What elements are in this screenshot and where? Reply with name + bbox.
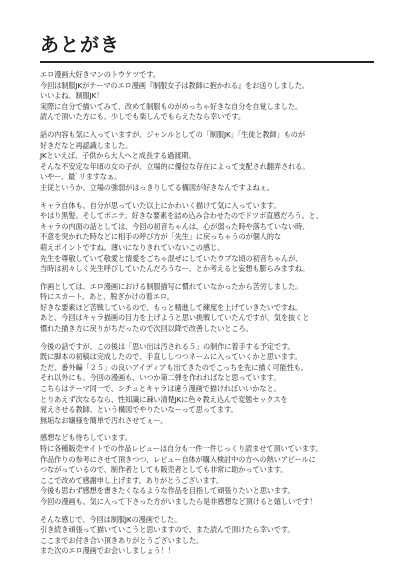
text-line: 特にスカート。あと、脱ぎかけの着エロ。 — [40, 292, 174, 302]
text-line: 既に脚本の初稿は完成したので、手直ししつつネームに入っていくかと思います。 — [40, 352, 302, 362]
text-line: あと、今回はキャラ描画の目力を上げようと思い挑戦していたんですが、気を抜くと — [40, 313, 310, 323]
text-line: 覚えさせる教師、という構図でやりたいなーって思ってます。 — [40, 405, 238, 415]
text-line: そんな感じで、今回は制服JKの漫画でした。 — [40, 514, 182, 524]
text-line: 今回は制服JKがテーマのエロ漫画『制服女子は教師に抱かれる』をお送りしました。 — [40, 80, 309, 90]
text-line: 実際に自分で描いてみて、改めて制服ものがめっちゃ好きな自分を自覚しました。 — [40, 101, 303, 111]
paragraph — [40, 70, 380, 123]
text-line: 今後も思わず感想を書きたくなるような作品を目指して頑張りたいと思います。 — [40, 486, 295, 496]
text-line: 今回の漫画も、気に入って下さった方がいましたら是非感想など頂けると嬉しいです！ — [40, 496, 317, 506]
text-line: 主従というか、立場の強弱がはっきりしてる構図が好きなんですよねぇ。 — [40, 182, 274, 192]
text-line: また次のエロ漫画でお会いしましょう！！ — [40, 546, 175, 556]
paragraph — [40, 201, 380, 275]
paragraph — [40, 130, 380, 194]
text-line: エロ漫画大好きマンのトウケツです。 — [40, 70, 160, 79]
text-line: 好きな要素ほど苦戦しているので、もっと精進して練度を上げていきたいですね。 — [40, 302, 303, 312]
text-line: 今後の話ですが、この後は「思い出は汚される５」の制作に着手する予定です。 — [40, 341, 295, 351]
text-line: 不意を突かれた時などに相手の呼び方が「先生」に戻っちゃうのが個人的な — [40, 232, 281, 242]
paragraph — [40, 282, 380, 335]
text-line: 特に各種販売サイトでの作品レビューは自分も一件一件じっくり読ませて頂いています。 — [40, 444, 323, 453]
afterword-body — [40, 70, 380, 564]
text-line: いやー、最ﾞリますなぁ。 — [40, 172, 122, 182]
text-line: 先生を尊敬していて敬愛と情愛をごちゃ混ぜにしていたウブな頃の初音ちゃんが、 — [40, 253, 303, 263]
text-line: 作品作りの参考にさせて頂きつつ、レビュー自体が購入検討中の方への熱いアピールに — [40, 454, 316, 464]
text-line: 作画としては、エロ漫画における制服描写に慣れていなかったから苦労しました。 — [40, 281, 303, 291]
text-line: それ以外にも、今回の漫画も、いつか第二弾を作れればなと思っています。 — [40, 373, 281, 383]
text-line: 話の内容も気に入っていますが、ジャンルとしての「制服JK」「生徒と教師」ものが — [40, 129, 305, 139]
text-line: 当時は初々しく先生呼びしていたんだろうなー、とか考えると妄想も膨らみますね。 — [40, 264, 310, 274]
heading-divider — [40, 61, 374, 63]
text-line: とりあえず次なるなら、性知識に疎い清楚JKに色々教え込んで変態セックスを — [40, 394, 288, 404]
text-line: JKといえば、子供から大人へと成長する過渡期。 — [40, 151, 196, 161]
paragraph — [40, 342, 380, 427]
text-line: キャラの内面の話としては、今回の初音ちゃんは、心が弱った時や落ちていない時、 — [40, 221, 310, 231]
text-line: 引き続き頑張って描いていこうと思いますので、また読んで頂けたら幸いです。 — [40, 525, 295, 535]
text-line: 感想なども待ちしています。 — [40, 433, 132, 443]
text-line: 萌えポイントですね。薄いになりきれていないこの感じ。 — [40, 242, 225, 252]
text-line: 読んで頂いた方にも、少しでも楽しんでもらえたなら幸いです。 — [40, 112, 245, 122]
paragraph — [40, 433, 380, 507]
text-line: こちらはテーマ同一で、シチュとキャラは違う漫画で描ければいいかなと。 — [40, 384, 281, 394]
text-line: そんな不安定な年頃の女の子が、立場的に優位な存在によって支配され翻弄される。 — [40, 161, 310, 171]
text-line: キャラ自体も、自分が思っていた以上にかわいく描けて気に入っています。 — [40, 200, 281, 210]
text-line: ただ、番外編「２５」の良いアイディアも出てきたのでこっちを先に描く可能性も。 — [40, 362, 308, 372]
text-line: いいよね、制服JK！ — [40, 91, 104, 101]
text-line: ここで改めて感謝申し上げます。ありがとうございます。 — [40, 475, 224, 485]
text-line: 無垢なお嬢様を簡単で汚れさせてぇー。 — [40, 415, 168, 425]
paragraph — [40, 515, 380, 557]
text-line: ここまでお付き合い頂きありがとうございました。 — [40, 535, 204, 545]
afterword-heading: あとがき — [40, 34, 121, 56]
text-line: 好きだなと再認識しました。 — [40, 140, 133, 150]
text-line: やはり黒髪。そしてポニテ。好きな要素を詰め込み合わせたのでドツボ直感だろう。と、 — [40, 211, 323, 221]
text-line: つながっているので、制作者としても販売者としても非常に助かっています。 — [40, 465, 288, 475]
text-line: 慣れた描き方に戻りがちだったので次回以降で改善したいところ。 — [40, 324, 253, 334]
